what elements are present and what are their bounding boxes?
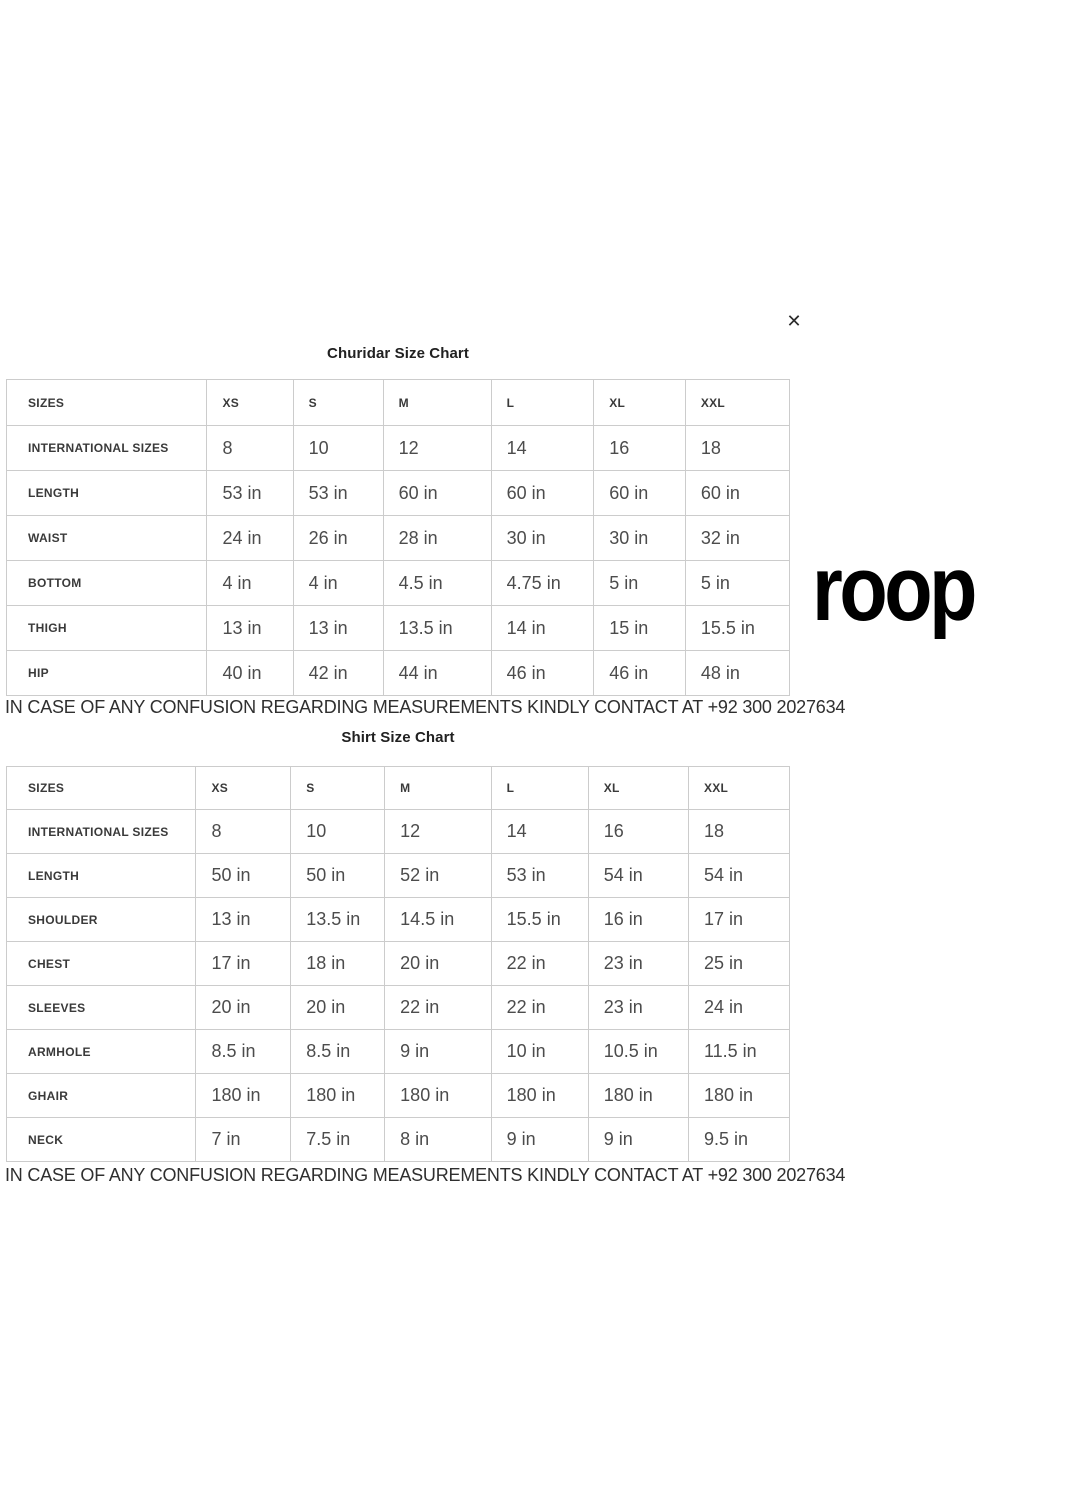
size-value-cell: 60 in [685,471,789,516]
table-row-waist [7,516,790,561]
table-row-international-sizes [7,426,790,471]
col-header-sizes: SIZES [7,380,207,426]
size-value-cell: 9 in [491,1118,588,1162]
size-value-cell: 8 in [385,1118,491,1162]
size-value-cell: 9.5 in [688,1118,789,1162]
col-header-xxl: XXL [685,380,789,426]
col-header-xl: XL [588,767,688,810]
size-value-cell: 8.5 in [196,1030,291,1074]
row-label: HIP [7,651,207,696]
size-value-cell: 52 in [385,854,491,898]
size-value-cell: 13 in [196,898,291,942]
col-header-m: M [383,380,491,426]
size-value-cell: 15.5 in [685,606,789,651]
col-header-xxl: XXL [688,767,789,810]
size-value-cell: 26 in [293,516,383,561]
row-label: BOTTOM [7,561,207,606]
size-value-cell: 30 in [594,516,686,561]
col-header-s: S [291,767,385,810]
size-value-cell: 20 in [291,986,385,1030]
roop-logo: roop [812,538,975,640]
size-value-cell: 8 [207,426,293,471]
size-value-cell: 13.5 in [291,898,385,942]
close-icon[interactable]: ✕ [786,311,802,331]
row-label: LENGTH [7,471,207,516]
size-value-cell: 20 in [196,986,291,1030]
size-value-cell: 28 in [383,516,491,561]
col-header-s: S [293,380,383,426]
row-label: INTERNATIONAL SIZES [7,810,196,854]
size-value-cell: 14 [491,426,594,471]
size-value-cell: 10 in [491,1030,588,1074]
size-value-cell: 14.5 in [385,898,491,942]
size-value-cell: 40 in [207,651,293,696]
size-value-cell: 14 in [491,606,594,651]
table-row-ghair [7,1074,790,1118]
row-label: GHAIR [7,1074,196,1118]
size-value-cell: 60 in [491,471,594,516]
size-value-cell: 17 in [196,942,291,986]
table-row-neck [7,1118,790,1162]
shirt-chart-title: Shirt Size Chart [341,729,455,746]
size-value-cell: 23 in [588,942,688,986]
size-value-cell: 8.5 in [291,1030,385,1074]
size-value-cell: 4 in [207,561,293,606]
size-value-cell: 46 in [594,651,686,696]
table-row-sleeves [7,986,790,1030]
row-label: SHOULDER [7,898,196,942]
col-header-sizes: SIZES [7,767,196,810]
col-header-xs: XS [196,767,291,810]
size-value-cell: 11.5 in [688,1030,789,1074]
row-label: WAIST [7,516,207,561]
size-value-cell: 42 in [293,651,383,696]
table-row-shoulder [7,898,790,942]
size-value-cell: 4 in [293,561,383,606]
size-value-cell: 17 in [688,898,789,942]
size-value-cell: 5 in [594,561,686,606]
col-header-l: L [491,767,588,810]
row-label: CHEST [7,942,196,986]
churidar-chart-title: Churidar Size Chart [327,345,469,362]
size-value-cell: 12 [385,810,491,854]
col-header-l: L [491,380,594,426]
size-value-cell: 46 in [491,651,594,696]
size-value-cell: 14 [491,810,588,854]
size-value-cell: 18 [688,810,789,854]
size-value-cell: 24 in [207,516,293,561]
size-value-cell: 54 in [688,854,789,898]
size-value-cell: 16 [594,426,686,471]
size-value-cell: 32 in [685,516,789,561]
size-value-cell: 13 in [293,606,383,651]
size-value-cell: 25 in [688,942,789,986]
size-value-cell: 10 [291,810,385,854]
size-value-cell: 18 [685,426,789,471]
table-row-chest [7,942,790,986]
size-value-cell: 7 in [196,1118,291,1162]
row-label: NECK [7,1118,196,1162]
size-value-cell: 10.5 in [588,1030,688,1074]
size-value-cell: 60 in [383,471,491,516]
size-value-cell: 54 in [588,854,688,898]
header-row [7,767,790,810]
shirt-size-chart-table [6,766,790,1162]
size-value-cell: 13.5 in [383,606,491,651]
size-value-cell: 20 in [385,942,491,986]
size-value-cell: 5 in [685,561,789,606]
col-header-xl: XL [594,380,686,426]
size-value-cell: 53 in [491,854,588,898]
size-value-cell: 22 in [385,986,491,1030]
table-row-bottom [7,561,790,606]
size-value-cell: 50 in [196,854,291,898]
size-value-cell: 50 in [291,854,385,898]
table-row-international-sizes [7,810,790,854]
size-value-cell: 15 in [594,606,686,651]
size-value-cell: 16 [588,810,688,854]
table-row-length [7,471,790,516]
col-header-xs: XS [207,380,293,426]
row-label: SLEEVES [7,986,196,1030]
row-label: THIGH [7,606,207,651]
size-value-cell: 180 in [588,1074,688,1118]
size-value-cell: 30 in [491,516,594,561]
size-value-cell: 9 in [385,1030,491,1074]
size-value-cell: 44 in [383,651,491,696]
size-value-cell: 22 in [491,942,588,986]
size-value-cell: 180 in [688,1074,789,1118]
size-value-cell: 53 in [293,471,383,516]
table-row-armhole [7,1030,790,1074]
size-value-cell: 8 [196,810,291,854]
size-value-cell: 13 in [207,606,293,651]
header-row [7,380,790,426]
size-value-cell: 180 in [491,1074,588,1118]
size-value-cell: 180 in [291,1074,385,1118]
size-value-cell: 23 in [588,986,688,1030]
churidar-contact-note: IN CASE OF ANY CONFUSION REGARDING MEASUREMENTS KINDLY CONTACT AT +92 300 2027634 [5,697,846,717]
size-value-cell: 4.75 in [491,561,594,606]
size-value-cell: 180 in [385,1074,491,1118]
size-value-cell: 7.5 in [291,1118,385,1162]
size-value-cell: 18 in [291,942,385,986]
size-value-cell: 48 in [685,651,789,696]
row-label: LENGTH [7,854,196,898]
churidar-size-chart-table [6,379,790,696]
table-row-hip [7,651,790,696]
size-value-cell: 10 [293,426,383,471]
table-row-length [7,854,790,898]
row-label: INTERNATIONAL SIZES [7,426,207,471]
size-value-cell: 60 in [594,471,686,516]
row-label: ARMHOLE [7,1030,196,1074]
shirt-contact-note: IN CASE OF ANY CONFUSION REGARDING MEASUREMENTS KINDLY CONTACT AT +92 300 2027634 [5,1165,846,1185]
col-header-m: M [385,767,491,810]
size-value-cell: 24 in [688,986,789,1030]
size-value-cell: 4.5 in [383,561,491,606]
size-value-cell: 12 [383,426,491,471]
size-value-cell: 22 in [491,986,588,1030]
table-row-thigh [7,606,790,651]
size-value-cell: 180 in [196,1074,291,1118]
size-value-cell: 9 in [588,1118,688,1162]
size-value-cell: 16 in [588,898,688,942]
size-value-cell: 15.5 in [491,898,588,942]
size-value-cell: 53 in [207,471,293,516]
